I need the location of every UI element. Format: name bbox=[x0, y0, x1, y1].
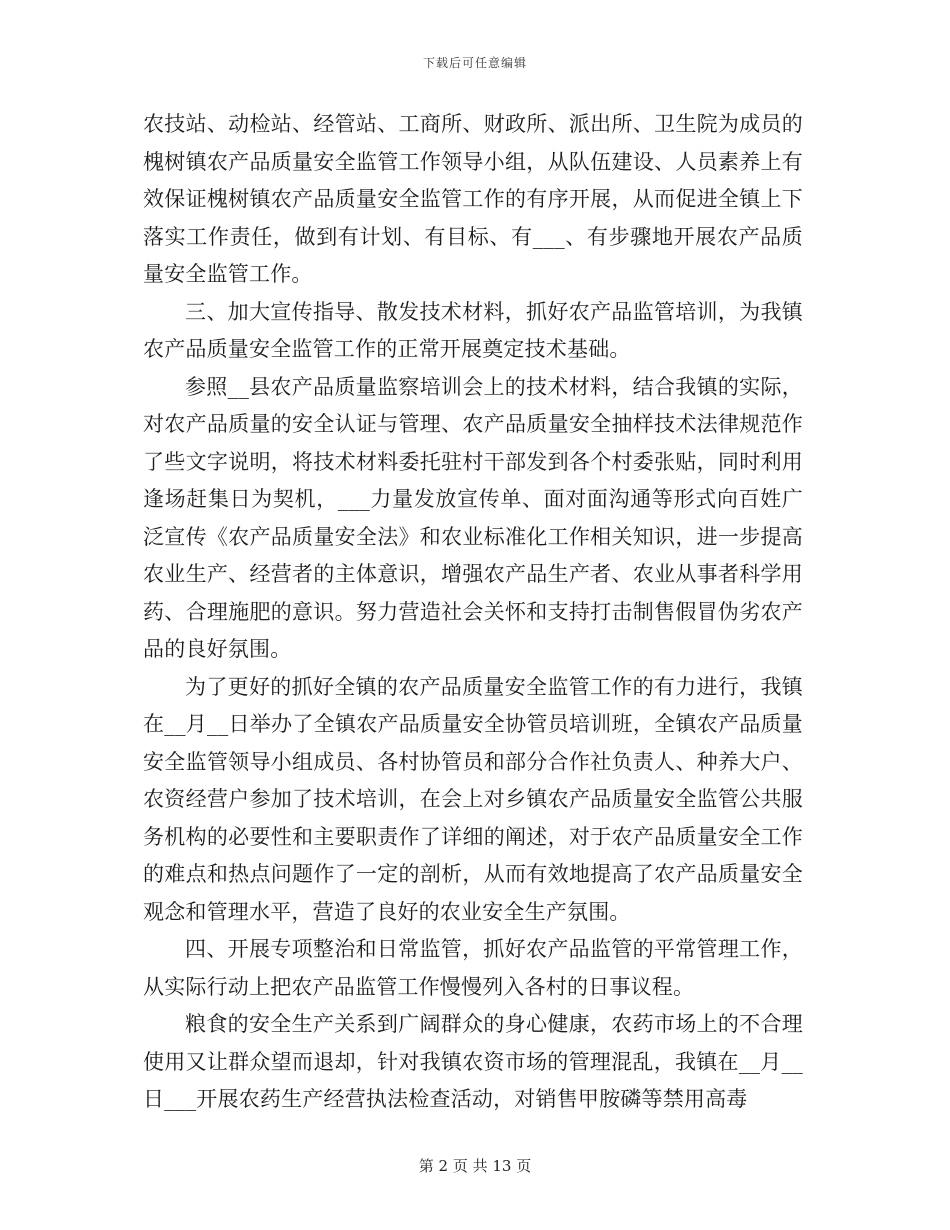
paragraph-3: 参照__县农产品质量监察培训会上的技术材料，结合我镇的实际，对农产品质量的安全认证与管理、农产品质量安全抽样技术法律规范作了些文字说明，将技术材料委托驻村干部发到各个村委张贴，同时利用逢场赶集日为契机，___力量发放宣传单、面对面沟通等形式向百姓广泛宣传《农产品质量安全法》和农业标准化工作相关知识，进一步提高农业生产、经营者的主体意识，增强农产品生产者、农业从事者科学用药、合理施肥的意识。努力营造社会关怀和支持打击制售假冒伪劣农产品的良好氛围。 bbox=[143, 374, 803, 661]
page-header-note: 下载后可任意编辑 bbox=[422, 56, 527, 70]
paragraph-1: 农技站、动检站、经管站、工商所、财政所、派出所、卫生院为成员的槐树镇农产品质量安全监管工作领导小组，从队伍建设、人员素养上有效保证槐树镇农产品质量安全监管工作的有序开展，从而促进全镇上下落实工作责任，做到有计划、有目标、有___、有步骤地开展农产品质量安全监管工作。 bbox=[143, 112, 803, 286]
paragraph-4: 为了更好的抓好全镇的农产品质量安全监管工作的有力进行，我镇在__月__日举办了全镇农产品质量安全协管员培训班，全镇农产品质量安全监管领导小组成员、各村协管员和部分合作社负责人、种养大户、农资经营户参加了技术培训，在会上对乡镇农产品质量安全监管公共服务机构的必要性和主要职责作了详细的阐述，对于农产品质量安全工作的难点和热点问题作了一定的剖析，从而有效地提高了农产品质量安全观念和管理水平，营造了良好的农业安全生产氛围。 bbox=[143, 674, 803, 924]
page-number: 第 2 页 共 13 页 bbox=[418, 1157, 532, 1175]
paragraph-6: 粮食的安全生产关系到广阔群众的身心健康，农药市场上的不合理使用又让群众望而退却，针对我镇农资市场的管理混乱，我镇在__月__日___开展农药生产经营执法检查活动，对销售甲胺磷等禁用高毒 bbox=[143, 1012, 803, 1111]
paragraph-2: 三、加大宣传指导、散发技术材料，抓好农产品监管培训，为我镇农产品质量安全监管工作的正常开展奠定技术基础。 bbox=[143, 299, 803, 361]
document-body bbox=[143, 106, 803, 1119]
paragraph-5: 四、开展专项整治和日常监管，抓好农产品监管的平常管理工作，从实际行动上把农产品监管工作慢慢列入各村的日事议程。 bbox=[143, 937, 803, 999]
